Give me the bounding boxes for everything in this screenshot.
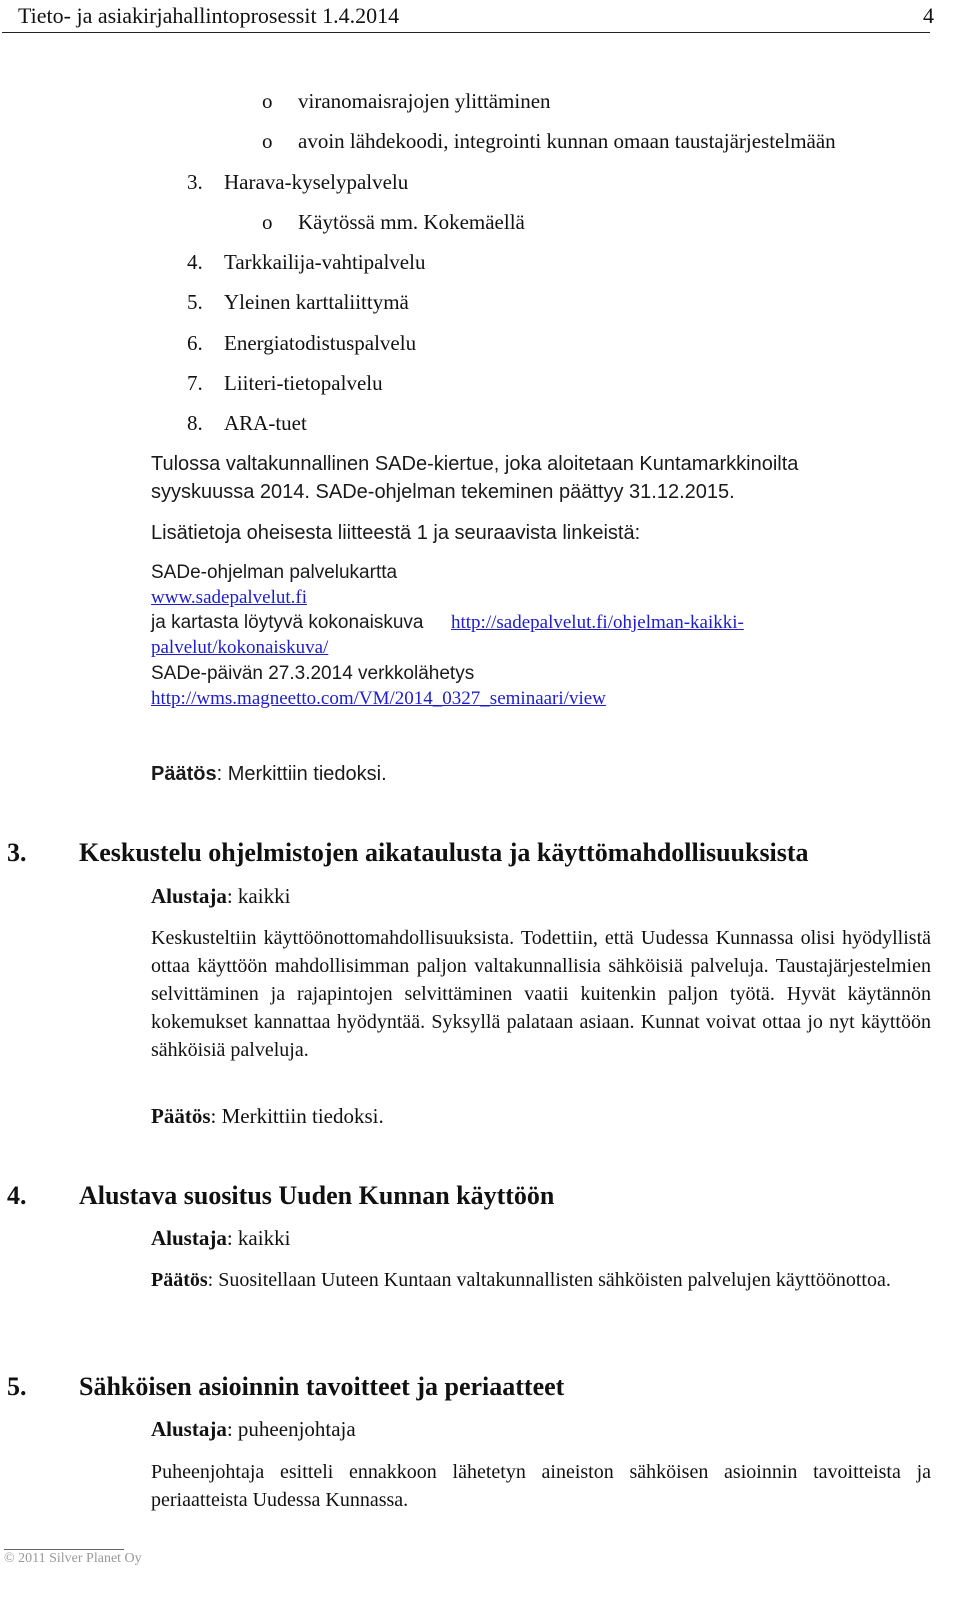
sade-paragraph-line: syyskuussa 2014. SADe-ohjelman tekeminen päättyy 31.12.2015. [151,481,735,503]
section-title: Alustava suositus Uuden Kunnan käyttöön [79,1181,555,1210]
page-number: 4 [923,3,934,28]
list-number: 3. [187,170,203,194]
decision-line [151,763,387,786]
header-divider [2,32,930,33]
list-number: 6. [187,331,203,355]
kokonaiskuva-link[interactable]: http://sadepalvelut.fi/ohjelman-kaikki- [451,612,744,633]
list-number: 5. [187,290,203,314]
bullet-marker: o [262,129,273,153]
section-title: Sähköisen asioinnin tavoitteet ja periaatteet [79,1372,565,1401]
list-number: 8. [187,411,203,435]
presenter-name: : kaikki [226,1226,291,1250]
list-number: 4. [187,250,203,274]
presenter-line [151,1226,290,1251]
kokonaiskuva-link-continued[interactable]: palvelut/kokonaiskuva/ [151,637,329,658]
footer-copyright: © 2011 Silver Planet Oy [4,1551,142,1566]
section-body: Puheenjohtaja esitteli ennakkoon lähetetyn aineiston sähköisen asioinnin tavoitteista ja periaatteista Uudessa Kunnassa. [151,1461,931,1511]
decision-paragraph [151,1266,931,1294]
list-number: 7. [187,371,203,395]
decision-text: : Merkittiin tiedoksi. [210,1104,384,1128]
bullet-marker: o [262,89,273,113]
document-header-title: Tieto- ja asiakirjahallintoprosessit 1.4.2014 [18,3,400,28]
presenter-line [151,884,290,909]
list-item: ARA-tuet [224,411,307,435]
kartasta-text: ja kartasta löytyvä kokonaiskuva [151,612,424,633]
decision-label: Päätös [151,1269,208,1291]
list-item: Harava-kyselypalvelu [224,170,409,194]
list-item: Yleinen karttaliittymä [224,290,409,314]
bullet-text: viranomaisrajojen ylittäminen [298,89,551,113]
section-number: 3. [7,838,27,867]
list-item: Energiatodistuspalvelu [224,331,417,355]
section-number: 5. [7,1372,27,1401]
list-item: Tarkkailija-vahtipalvelu [224,250,426,274]
section-number: 4. [7,1181,27,1210]
section-title: Keskustelu ohjelmistojen aikataulusta ja käyttömahdollisuuksista [79,838,809,867]
presenter-name: : puheenjohtaja [226,1417,356,1441]
bullet-text: avoin lähdekoodi, integrointi kunnan omaan taustajärjestelmään [298,129,836,153]
list-item: Liiteri-tietopalvelu [224,371,383,395]
decision-text: : Merkittiin tiedoksi. [216,763,387,785]
palvelukartta-label: SADe-ohjelman palvelukartta [151,562,398,583]
bullet-marker: o [262,210,273,234]
sadepalvelut-link[interactable]: www.sadepalvelut.fi [151,587,307,608]
section-body: Keskusteltiin käyttöönottomahdollisuuksista. Todettiin, että Uudessa Kunnassa olisi hyödyllistä ottaa käyttöön mahdollisimman paljon valtakunnallisia sähköisiä palveluja. Taustajärjestelmien selvittäminen ja rajapintojen selvittäminen vaatii kuitenkin paljon työtä. Hyvät käytännön kokemukset kannattaa hyödyntää. Syksyllä palataan asiaan. Kunnat voivat ottaa jo nyt käyttöön sähköisiä palveluja. [151,927,931,1061]
decision-line [151,1104,384,1129]
presenter-label: Alustaja [151,1226,227,1250]
verkkolahetys-link[interactable]: http://wms.magneetto.com/VM/2014_0327_seminaari/view [151,688,606,709]
decision-text: : Suositellaan Uuteen Kuntaan valtakunnallisten sähköisten palvelujen käyttöönottoa. [207,1269,891,1291]
more-info-text: Lisätietoja oheisesta liitteestä 1 ja seuraavista linkeistä: [151,522,641,544]
decision-label: Päätös [151,763,217,785]
verkkolahetys-label: SADe-päivän 27.3.2014 verkkolähetys [151,663,475,684]
footer-divider [4,1549,124,1550]
bullet-text: Käytössä mm. Kokemäellä [298,210,525,234]
sade-paragraph-line: Tulossa valtakunnallinen SADe-kiertue, joka aloitetaan Kuntamarkkinoilta [151,453,799,475]
presenter-label: Alustaja [151,884,227,908]
decision-label: Päätös [151,1104,211,1128]
presenter-line [151,1417,356,1442]
presenter-name: : kaikki [226,884,291,908]
presenter-label: Alustaja [151,1417,227,1441]
